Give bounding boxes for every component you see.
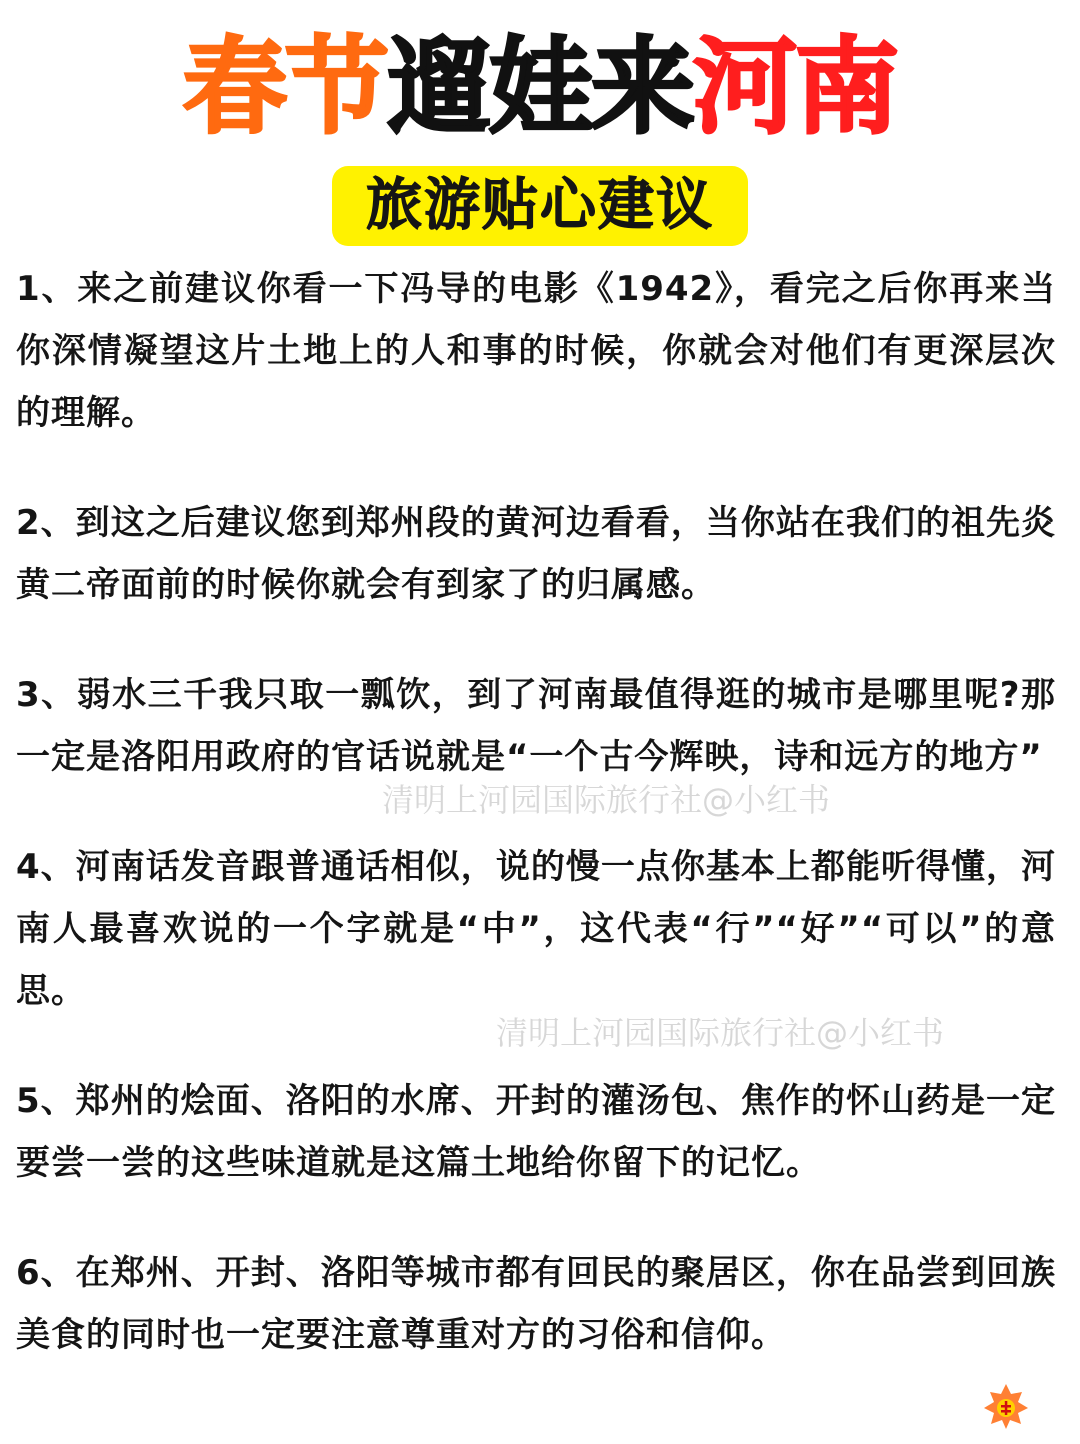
- title-part-1: 春节: [182, 26, 387, 148]
- tips-list: [16, 258, 1056, 1366]
- title-part-3: 河南: [693, 26, 898, 148]
- tip-2: 2、到这之后建议您到郑州段的黄河边看看，当你站在我们的祖先炎黄二帝面前的时候你就会有到家了的归属感。: [16, 503, 1056, 605]
- tip-1: 1、来之前建议你看一下冯导的电影《1942》，看完之后你再来当你深情凝望这片土地上的人和事的时候，你就会对他们有更深层次的理解。: [16, 269, 1056, 433]
- page-title: [0, 22, 1080, 152]
- tip-3: 3、弱水三千我只取一瓢饮，到了河南最值得逛的城市是哪里呢?那一定是洛阳用政府的官话说就是“一个古今辉映，诗和远方的地方”: [16, 675, 1056, 777]
- watermark-2: 清明上河园国际旅行社@小红书: [496, 1014, 945, 1052]
- fortune-badge-icon: [982, 1380, 1030, 1430]
- subtitle-badge: 旅游贴心建议: [332, 166, 748, 246]
- tip-5: 5、郑州的烩面、洛阳的水席、开封的灌汤包、焦作的怀山药是一定要尝一尝的这些味道就是这篇土地给你留下的记忆。: [16, 1081, 1056, 1183]
- tip-4: 4、河南话发音跟普通话相似，说的慢一点你基本上都能听得懂，河南人最喜欢说的一个字就是“中”，这代表“行”“好”“可以”的意思。: [16, 847, 1056, 1011]
- tip-6: 6、在郑州、开封、洛阳等城市都有回民的聚居区，你在品尝到回族美食的同时也一定要注意尊重对方的习俗和信仰。: [16, 1253, 1056, 1355]
- subtitle-container: [0, 166, 1080, 246]
- title-part-2: 遛娃来: [386, 26, 693, 148]
- watermark-1: 清明上河园国际旅行社@小红书: [382, 781, 831, 819]
